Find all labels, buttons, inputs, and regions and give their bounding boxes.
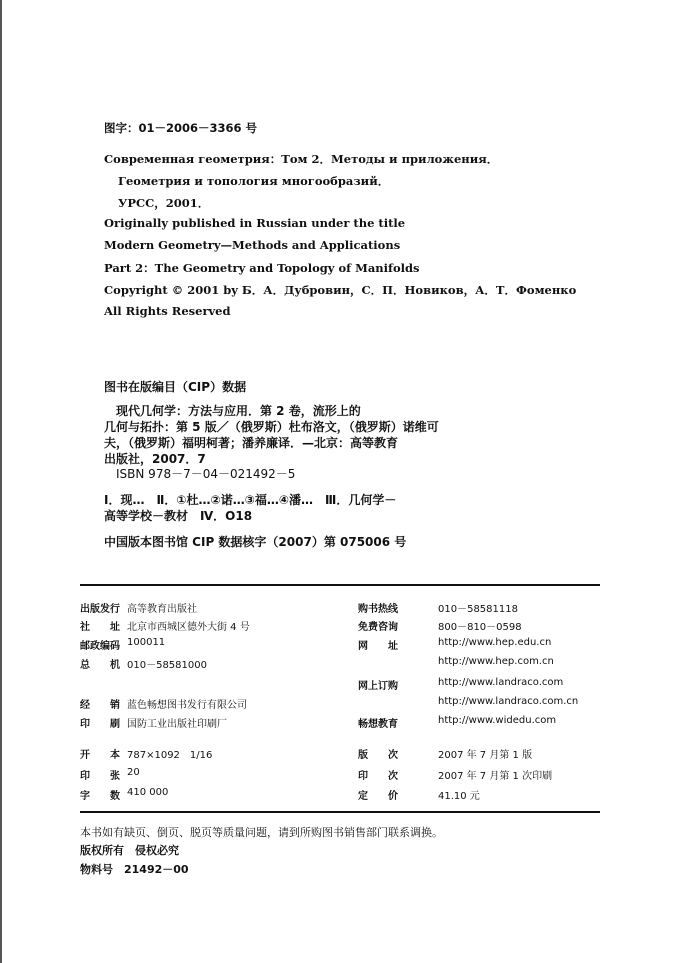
divider-top	[80, 584, 600, 586]
copyright-line: Copyright © 2001 by Б．А．Дубровин，С．П．Новиков，А．Т．Фоменко	[104, 283, 577, 297]
original-english-title: Modern Geometry—Methods and Applications	[104, 238, 401, 252]
original-publisher: УРСС，2001．	[118, 196, 210, 210]
cip-line: 出版社，2007．7	[104, 452, 206, 466]
isbn: ISBN 978－7－04－021492－5	[116, 467, 296, 481]
cip-line: 夫，（俄罗斯）福明柯著；潘养廉译．—北京：高等教育	[104, 436, 399, 450]
cip-check-number: 中国版本图书馆 CIP 数据核字（2007）第 075006 号	[104, 535, 407, 549]
original-title-ru: Современная геометрия：Том 2．Методы и приложения．	[104, 152, 499, 166]
cip-line: 现代几何学：方法与应用．第 2 卷，流形上的	[116, 404, 361, 418]
copyright-notice: 版权所有 侵权必究	[80, 844, 179, 857]
original-part: Part 2：The Geometry and Topology of Manifolds	[104, 261, 420, 275]
page-edge	[0, 0, 2, 963]
cip-classification: Ⅰ．现… Ⅱ．①杜…②诺…③福…④潘… Ⅲ．几何学－	[104, 493, 397, 507]
material-number: 物料号 21492－00	[80, 863, 189, 876]
original-subtitle-ru: Геометрия и топология многообразий．	[118, 174, 390, 188]
cip-classification: 高等学校－教材 Ⅳ．O18	[104, 509, 253, 523]
original-note: Originally published in Russian under the title	[104, 216, 406, 230]
cip-heading: 图书在版编目（CIP）数据	[104, 380, 247, 394]
rights-reserved: All Rights Reserved	[104, 304, 231, 318]
divider-bottom	[80, 811, 600, 813]
cip-line: 几何与拓扑：第 5 版／（俄罗斯）杜布洛文，（俄罗斯）诺维可	[104, 420, 439, 434]
quality-notice: 本书如有缺页、倒页、脱页等质量问题，请到所购图书销售部门联系调换。	[80, 826, 443, 839]
registration-number: 图字：01－2006－3366 号	[104, 121, 258, 135]
